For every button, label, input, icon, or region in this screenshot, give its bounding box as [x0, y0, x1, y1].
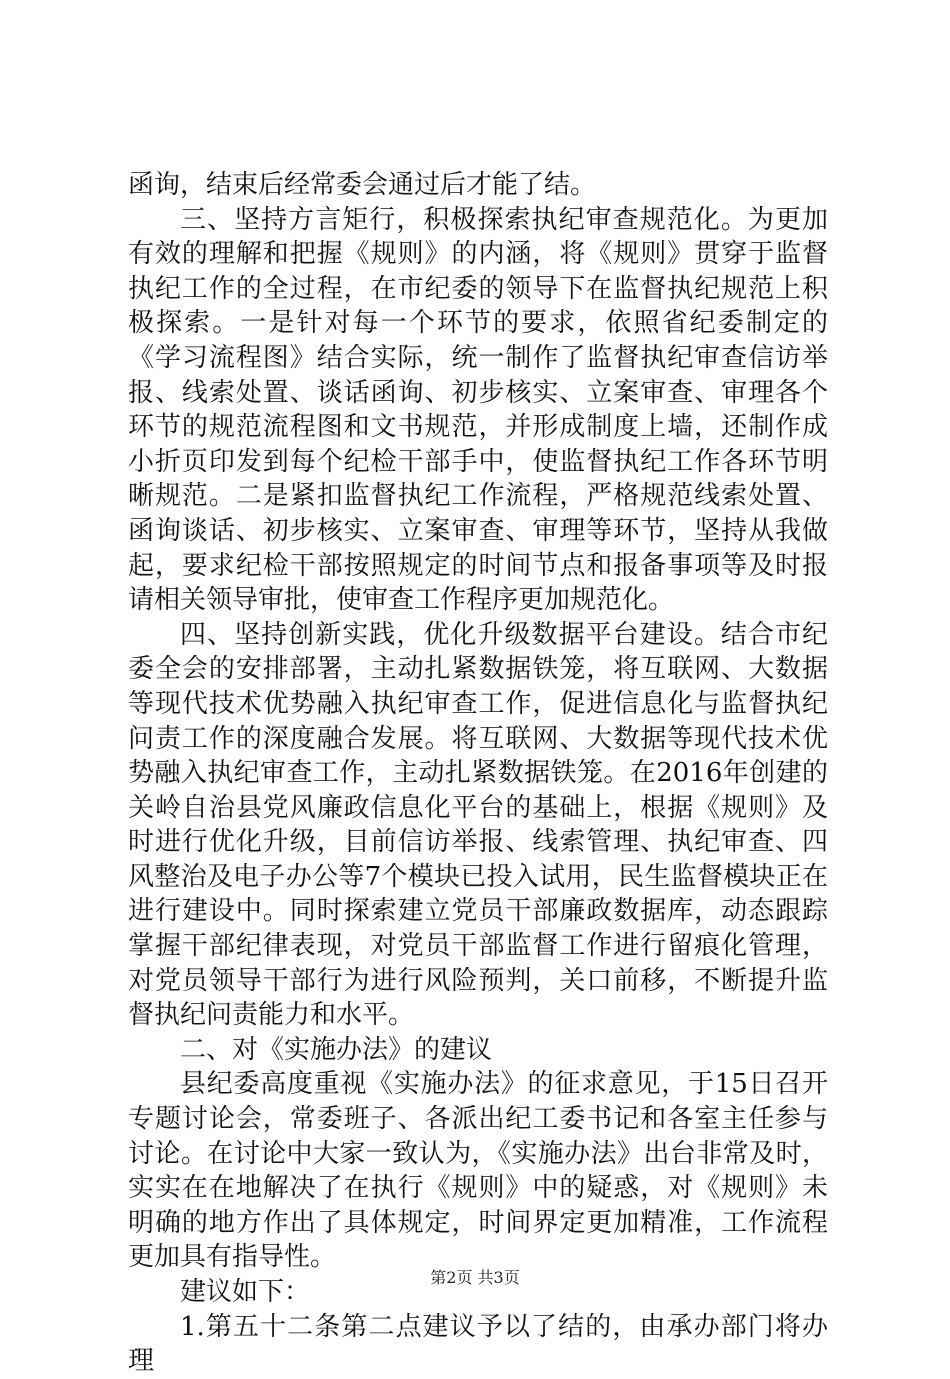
paragraph-continuation: 函询，结束后经常委会通过后才能了结。 — [128, 170, 597, 200]
paragraph-suggestions-label: 建议如下： — [180, 1277, 311, 1307]
paragraph-section-three: 三、坚持方言矩行，积极探索执纪审查规范化。为更加有效的理解和把握《规则》的内涵，将《规则》贯穿于监督执纪工作的全过程，在市纪委的领导下在监督执纪规范上积极探索。一是针对每一个环节的要求，依照省纪委制定的《学习流程图》结合实际，统一制作了监督执纪审查信访举报、线索处置、谈话函询、初步核实、立案审查、审理各个环节的规范流程图和文书规范，并形成制度上墙，还制作成小折页印发到每个纪检干部手中，使监督执纪工作各环节明晰规范。二是紧扣监督执纪工作流程，严格规范线索处置、函询谈话、初步核实、立案审查、审理等环节，坚持从我做起，要求纪检干部按照规定的时间节点和报备事项等及时报请相关领导审批，使审查工作程序更加规范化。 — [128, 204, 828, 616]
paragraph-suggestion-item-1: 1.第五十二条第二点建议予以了结的，由承办部门将办理 — [128, 1311, 828, 1377]
page-footer: 第2页 共3页 — [430, 1268, 520, 1287]
document-body — [128, 168, 828, 1379]
paragraph-suggestions-intro: 县纪委高度重视《实施办法》的征求意见，于15日召开专题讨论会，常委班子、各派出纪工委书记和各室主任参与讨论。在讨论中大家一致认为，《实施办法》出台非常及时，实实在在地解决了在执行《规则》中的疑惑，对《规则》未明确的地方作出了具体规定，时间界定更加精准，工作流程更加具有指导性。 — [128, 1069, 828, 1273]
section-heading-suggestions: 二、对《实施办法》的建议 — [180, 1034, 493, 1065]
paragraph-section-four: 四、坚持创新实践，优化升级数据平台建设。结合市纪委全会的安排部署，主动扎紧数据铁笼，将互联网、大数据等现代技术优势融入执纪审查工作，促进信息化与监督执纪问责工作的深度融合发展。将互联网、大数据等现代技术优势融入执纪审查工作，主动扎紧数据铁笼。在2016年创建的关岭自治县党风廉政信息化平台的基础上，根据《规则》及时进行优化升级，目前信访举报、线索管理、执纪审查、四风整治及电子办公等7个模块已投入试用，民生监督模块正在进行建设中。同时探索建立党员干部廉政数据库，动态跟踪掌握干部纪律表现，对党员干部监督工作进行留痕化管理，对党员领导干部行为进行风险预判，关口前移，不断提升监督执纪问责能力和水平。 — [128, 619, 828, 1031]
